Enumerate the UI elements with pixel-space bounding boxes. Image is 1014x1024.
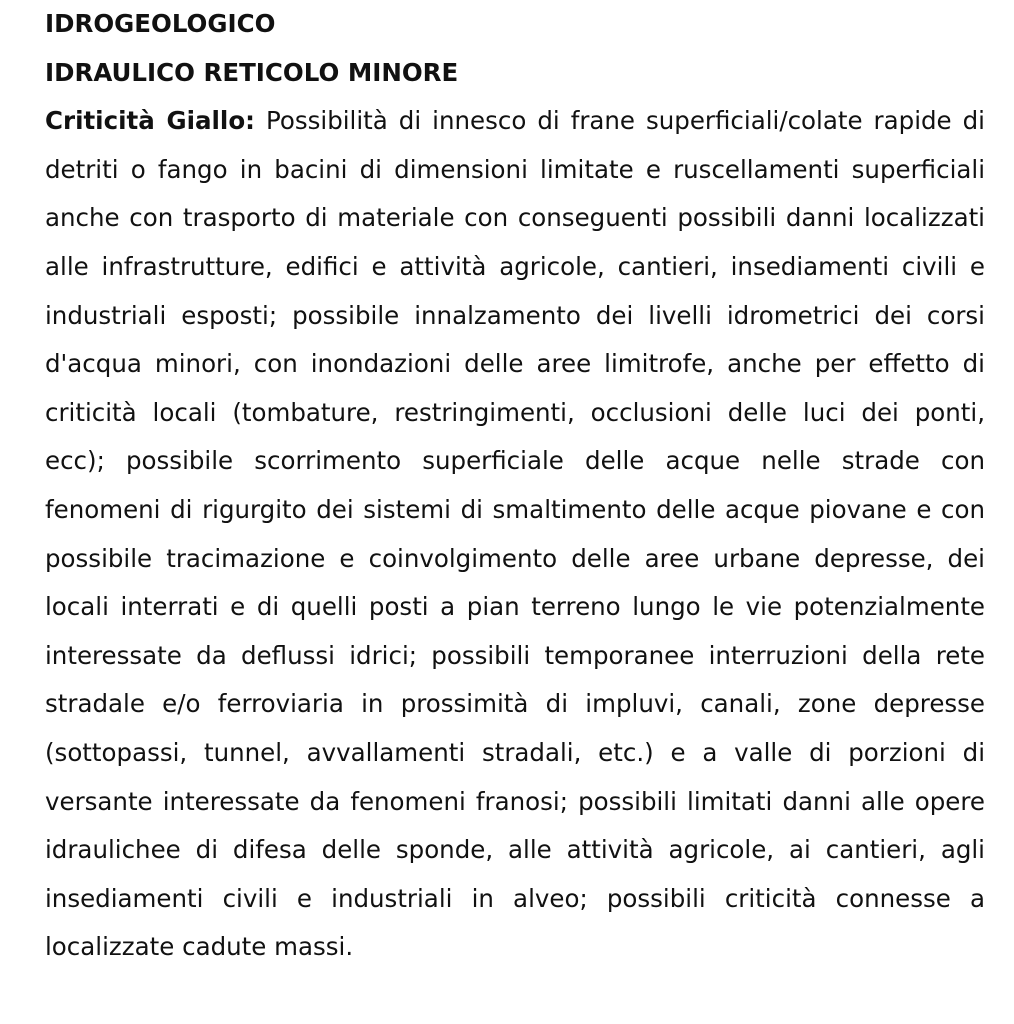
document-page [45, 0, 985, 972]
criticality-label: Criticità Giallo: [45, 106, 255, 136]
criticality-description: Possibilità di innesco di frane superficiali/colate rapide di detriti o fango in bacini di dimensioni limitate e ruscellamenti superficiali anche con trasporto di materiale con conseguenti possibili danni localizzati alle infrastrutture, edifici e attività agricole, cantieri, insediamenti civili e industriali esposti; possibile innalzamento dei livelli idrometrici dei corsi d'acqua minori, con inondazioni delle aree limitrofe, anche per effetto di criticità locali (tombature, restringimenti, occlusioni delle luci dei ponti, ecc); possibile scorrimento superficiale delle acque nelle strade con fenomeni di rigurgito dei sistemi di smaltimento delle acque piovane e con possibile tracimazione e coinvolgimento delle aree urbane depresse, dei locali interrati e di quelli posti a pian terreno lungo le vie potenzialmente interessate da deflussi idrici; possibili temporanee interruzioni della rete stradale e/o ferroviaria in prossimità di impluvi, canali, zone depresse (sottopassi, tunnel, avvallamenti stradali, etc.) e a valle di porzioni di versante interessate da fenomeni franosi; possibili limitati danni alle opere idraulichee di difesa delle sponde, alle attività agricole, ai cantieri, agli insediamenti civili e industriali in alveo; possibili criticità connesse a localizzate cadute massi. [45, 106, 985, 962]
heading-idraulico-reticolo-minore: IDRAULICO RETICOLO MINORE [45, 57, 459, 87]
criticality-paragraph [45, 97, 985, 972]
heading-idrogeologico: IDROGEOLOGICO [45, 9, 276, 38]
